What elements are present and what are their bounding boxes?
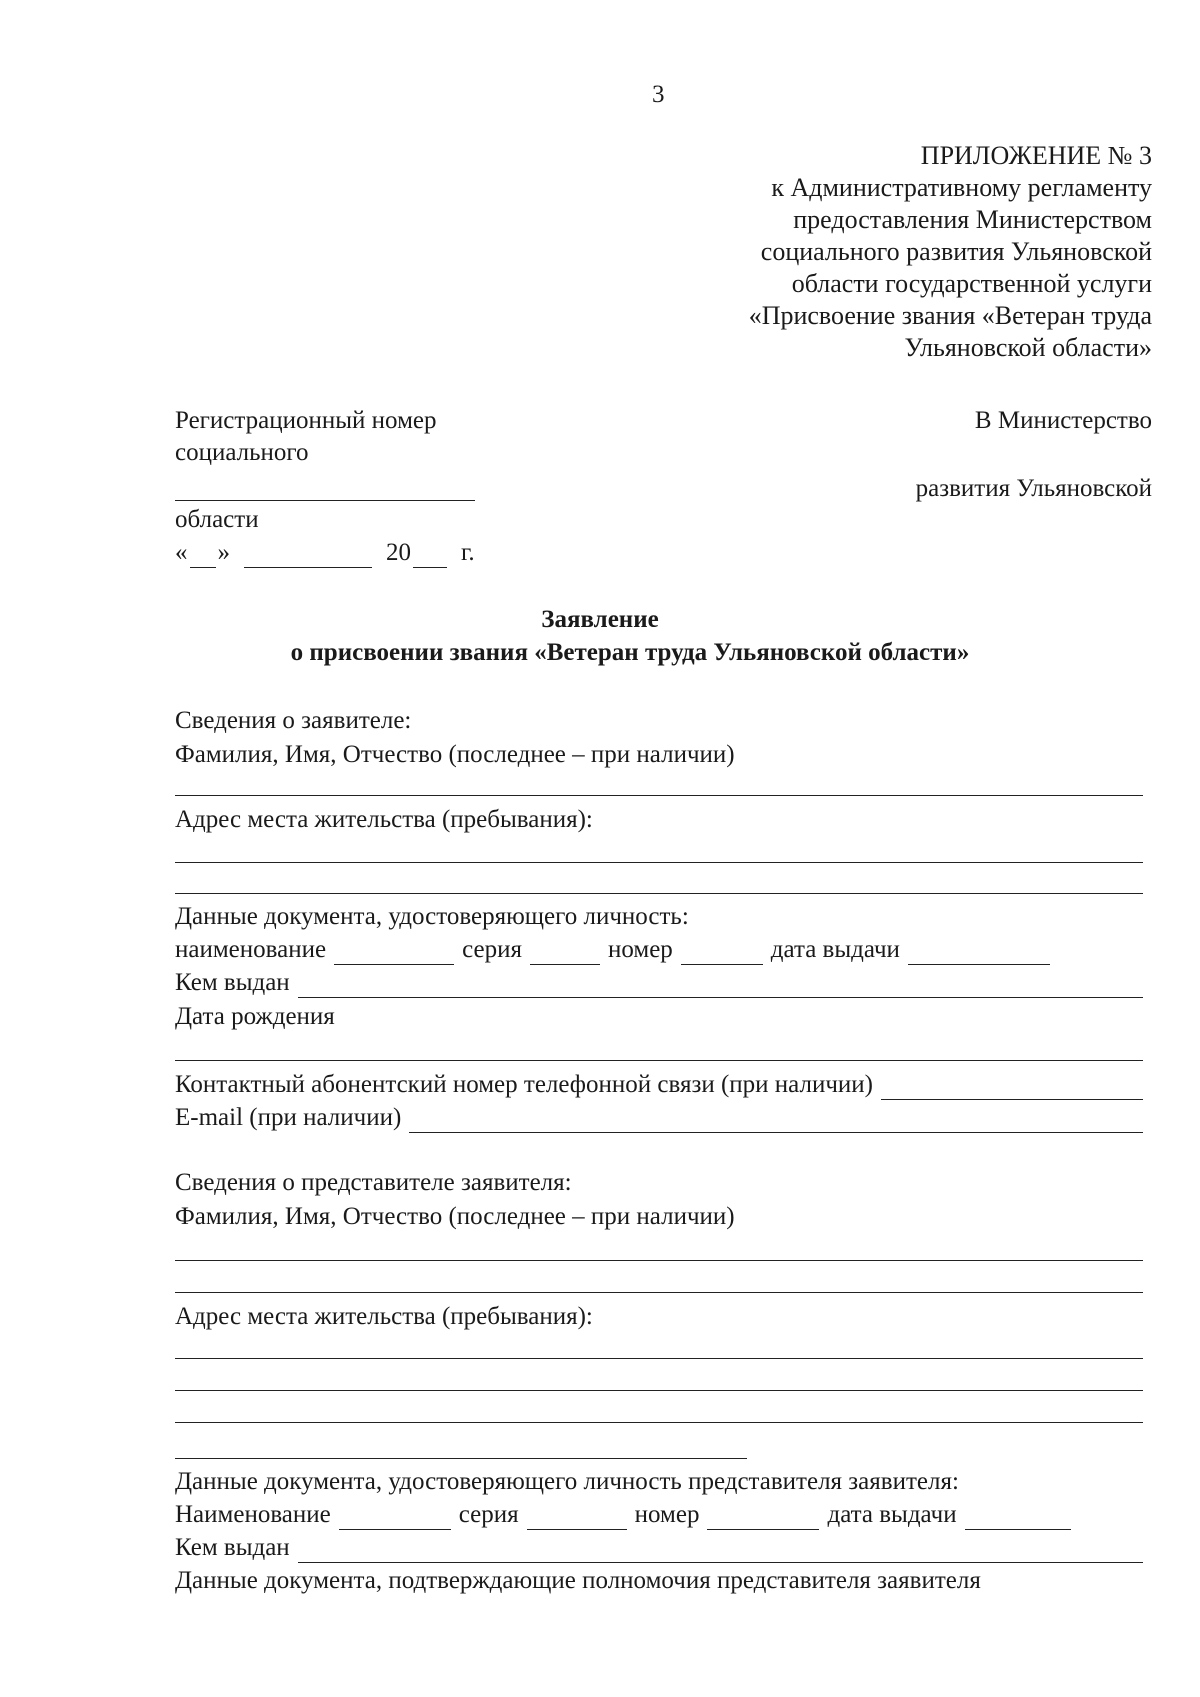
applicant-birth-label: Дата рождения [175,1003,335,1030]
applicant-fio-label: Фамилия, Имя, Отчество (последнее – при наличии) [175,741,735,768]
representative-address-field-4[interactable] [175,1458,747,1459]
applicant-section-title: Сведения о заявителе: [175,707,412,734]
applicant-email-field[interactable] [409,1110,1143,1133]
representative-address-label: Адрес места жительства (пребывания): [175,1303,593,1330]
applicant-issued-label: Кем выдан [175,969,290,996]
applicant-doc-date-field[interactable] [908,942,1050,965]
registration-number-line[interactable] [175,500,475,501]
addressee-line-1: В Министерство [974,407,1152,434]
appendix-line: области государственной услуги [791,269,1152,298]
representative-address-field-1[interactable] [175,1358,1143,1359]
representative-issued-row [175,1533,1143,1563]
applicant-birth-field[interactable] [175,1060,1143,1061]
document-title: Заявление [541,606,659,633]
applicant-address-label: Адрес места жительства (пребывания): [175,806,593,833]
date-year-prefix: 20 [386,539,411,566]
appendix-line: к Административному регламенту [771,173,1152,202]
applicant-doc-series-field[interactable] [530,942,600,965]
applicant-email-row [175,1103,1143,1133]
representative-fio-field-1[interactable] [175,1260,1143,1261]
applicant-doc-series-label: серия [462,936,522,963]
applicant-doc-number-label: номер [607,936,673,963]
appendix-line: «Присвоение звания «Ветеран труда [748,301,1152,330]
applicant-doc-name-field[interactable] [334,942,454,965]
representative-fio-field-2[interactable] [175,1292,1143,1293]
representative-doc-number-field[interactable] [707,1507,819,1530]
applicant-address-field-1[interactable] [175,862,1143,863]
date-day-field[interactable] [190,545,216,568]
registration-date [175,538,475,568]
representative-doc-title: Данные документа, удостоверяющего личность представителя заявителя: [175,1468,959,1495]
representative-authority-label: Данные документа, подтверждающие полномочия представителя заявителя [175,1567,981,1594]
appendix-block [552,140,1152,364]
registration-label-3: области [175,506,259,533]
representative-doc-number-label: номер [634,1501,700,1528]
representative-address-field-3[interactable] [175,1422,1143,1423]
applicant-doc-number-field[interactable] [681,942,763,965]
appendix-line: социального развития Ульяновской [760,237,1152,266]
document-subtitle: о присвоении звания «Ветеран труда Ульяновской области» [290,639,970,666]
representative-doc-series-label: серия [458,1501,519,1528]
registration-label: Регистрационный номер [175,407,437,434]
date-month-field[interactable] [244,545,372,568]
applicant-issued-row [175,968,1143,998]
applicant-doc-title: Данные документа, удостоверяющего личность: [175,903,689,930]
applicant-issued-field[interactable] [298,975,1143,998]
appendix-line: Ульяновской области» [904,333,1152,362]
page-number: 3 [652,81,665,108]
applicant-phone-field[interactable] [881,1077,1143,1100]
date-year-field[interactable] [413,545,447,568]
applicant-phone-label: Контактный абонентский номер телефонной связи (при наличии) [175,1071,873,1098]
representative-issued-label: Кем выдан [175,1534,290,1561]
appendix-line: предоставления Министерством [793,205,1152,234]
applicant-doc-name-label: наименование [175,936,327,963]
representative-doc-series-field[interactable] [527,1507,627,1530]
representative-address-field-2[interactable] [175,1390,1143,1391]
representative-fio-label: Фамилия, Имя, Отчество (последнее – при наличии) [175,1203,735,1230]
date-close-quote: » [217,539,230,566]
applicant-phone-row [175,1070,1143,1100]
applicant-email-label: E-mail (при наличии) [175,1104,402,1131]
date-year-suffix: г. [461,539,475,566]
addressee-line-2: развития Ульяновской [915,475,1152,502]
applicant-address-field-2[interactable] [175,893,1143,894]
date-open-quote: « [175,539,188,566]
applicant-fio-field[interactable] [175,795,1143,796]
representative-doc-name-field[interactable] [339,1507,451,1530]
representative-section-title: Сведения о представителе заявителя: [175,1169,572,1196]
appendix-title: ПРИЛОЖЕНИЕ № 3 [920,141,1152,170]
representative-doc-date-label: дата выдачи [827,1501,957,1528]
representative-issued-field[interactable] [298,1540,1143,1563]
representative-doc-name-label: Наименование [175,1501,331,1528]
applicant-doc-row [175,935,1058,965]
representative-doc-date-field[interactable] [965,1507,1071,1530]
registration-label-2: социального [175,439,309,466]
applicant-doc-date-label: дата выдачи [770,936,900,963]
representative-doc-row [175,1500,1079,1530]
